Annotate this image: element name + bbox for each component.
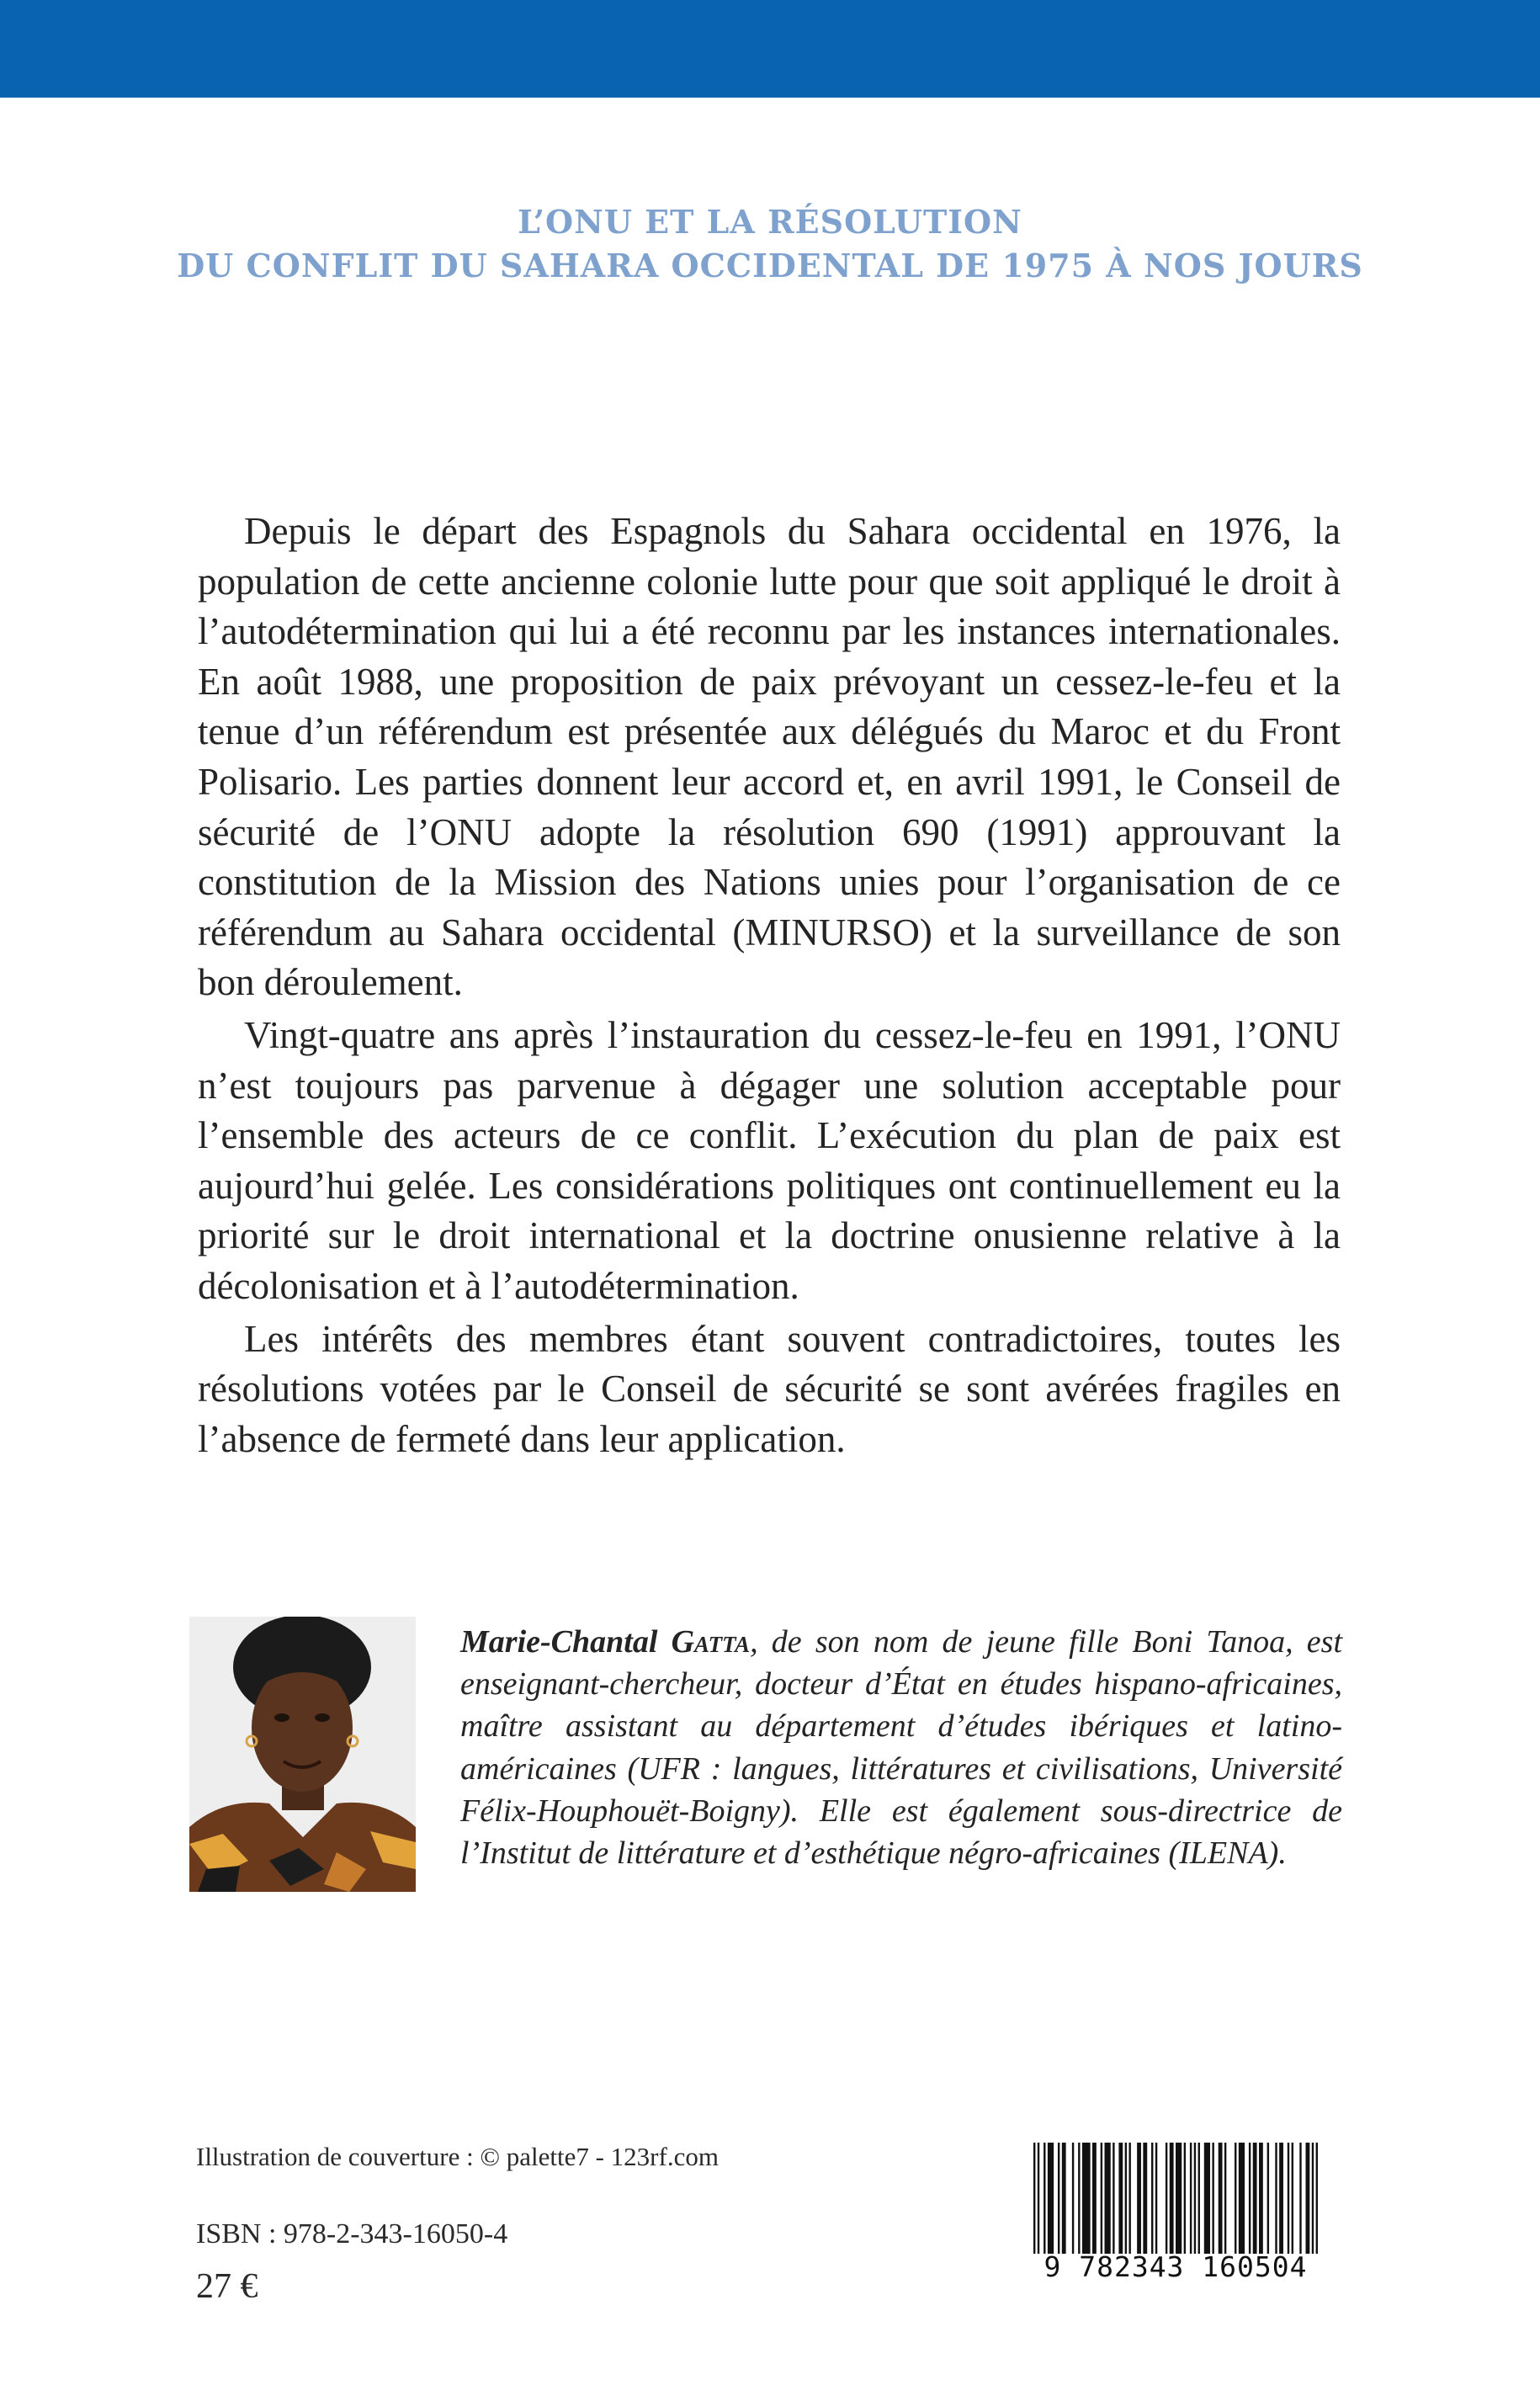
barcode-bar <box>1239 2143 1245 2254</box>
barcode-bar <box>1204 2143 1210 2254</box>
barcode-bar <box>1176 2143 1182 2254</box>
summary-paragraph: Vingt-quatre ans après l’instauration du cessez-le-feu en 1991, l’ONU n’est toujours pas parvenue à dégager une solution acceptable pour l’ensemble des acteurs de ce conflit. L’exécution du plan de paix est aujourd’hui gelée. Les considérations politiques ont continuellement eu la priorité sur le droit international et la doctrine onusienne relative à la décolonisation et à l’autodétermination. <box>198 1013 1341 1307</box>
cover-illustration-credit: Illustration de couverture : © palette7 - 123rf.com <box>196 2142 719 2171</box>
title-line-2: DU CONFLIT DU SAHARA OCCIDENTAL DE 1975 À NOS JOURS <box>177 247 1363 284</box>
barcode-bar <box>1184 2143 1186 2254</box>
barcode-bar <box>1125 2143 1127 2254</box>
barcode-bar <box>1137 2143 1141 2254</box>
barcode-bar <box>1212 2143 1213 2254</box>
author-first-name: Marie-Chantal <box>460 1624 658 1660</box>
barcode-bar <box>1235 2143 1236 2254</box>
barcode-bar <box>1033 2143 1035 2254</box>
barcode-bar <box>1118 2143 1123 2254</box>
barcode-bar <box>1299 2143 1301 2254</box>
author-photo <box>189 1617 416 1892</box>
author-bio-text: , de son nom de jeune fille Boni Tanoa, est enseignant-chercheur, docteur d’État en études hispano-africaines, maître assistant au département d’études ibériques et latino-américaines (UFR : langues, littératures et civilisations, Université Félix-Houphouët-Boigny). Elle est également sous-directrice de l’Institut de littérature et d’esthétique négro-africaines (ILENA). <box>460 1624 1342 1872</box>
barcode-bar <box>1219 2143 1223 2254</box>
price-text: 27 € <box>196 2267 258 2306</box>
barcode-bar <box>1105 2143 1111 2254</box>
barcode-bar <box>1082 2143 1091 2254</box>
barcode-bar <box>1312 2143 1314 2254</box>
barcode-bar <box>1113 2143 1114 2254</box>
isbn-barcode <box>1033 2143 1318 2283</box>
barcode-bar <box>1058 2143 1059 2254</box>
barcode-digits: 9 782343 160504 <box>1043 2250 1308 2283</box>
back-cover-summary <box>198 507 1341 1464</box>
barcode-bars <box>1033 2143 1318 2254</box>
barcode-bar <box>1267 2143 1269 2254</box>
barcode-bar <box>1306 2143 1310 2254</box>
barcode-bar <box>1101 2143 1102 2254</box>
barcode-bar <box>1224 2143 1226 2254</box>
barcode-bar <box>1279 2143 1283 2254</box>
author-bio <box>460 1621 1342 1874</box>
isbn-text: ISBN : 978-2-343-16050-4 <box>196 2218 508 2250</box>
barcode-bar <box>1043 2143 1045 2254</box>
barcode-bar <box>1190 2143 1192 2254</box>
barcode-bar <box>1166 2143 1167 2254</box>
book-title <box>0 200 1540 288</box>
barcode-bar <box>1170 2143 1174 2254</box>
barcode-bar <box>1143 2143 1147 2254</box>
barcode-bar <box>1198 2143 1200 2254</box>
author-last-name: Gatta <box>671 1624 751 1660</box>
summary-paragraph: Les intérêts des membres étant souvent contradictoires, toutes les résolutions votées par le Conseil de sécurité se sont avérées fragiles en l’absence de fermeté dans leur application. <box>198 1317 1341 1460</box>
top-color-band <box>0 0 1540 98</box>
barcode-bar <box>1194 2143 1196 2254</box>
barcode-bar <box>1316 2143 1318 2254</box>
barcode-bar <box>1072 2143 1074 2254</box>
barcode-bar <box>1078 2143 1080 2254</box>
barcode-bar <box>1128 2143 1130 2254</box>
barcode-bar <box>1253 2143 1257 2254</box>
title-line-1: L’ONU ET LA RÉSOLUTION <box>518 203 1022 241</box>
barcode-bar <box>1092 2143 1097 2254</box>
barcode-bar <box>1062 2143 1066 2254</box>
barcode-bar <box>1259 2143 1263 2254</box>
barcode-bar <box>1038 2143 1039 2254</box>
barcode-bar <box>1249 2143 1251 2254</box>
barcode-bar <box>1275 2143 1277 2254</box>
summary-paragraph: Depuis le départ des Espagnols du Sahara occidental en 1976, la population de cette ancienne colonie lutte pour que soit appliqué le droit à l’autodétermination qui lui a été reconnu par les instances internationales. En août 1988, une proposition de paix prévoyant un cessez-le-feu et la tenue d’un référendum est présentée aux délégués du Maroc et du Front Polisario. Les parties donnent leur accord et, en avril 1991, le Conseil de sécurité de l’ONU adopte la résolution 690 (1991) approuvant la constitution de la Mission des Nations unies pour l’organisation de ce référendum au Sahara occidental (MINURSO) et la surveillance de son bon déroulement. <box>198 510 1341 1004</box>
barcode-bar <box>1292 2143 1293 2254</box>
barcode-bar <box>1155 2143 1157 2254</box>
barcode-bar <box>1288 2143 1289 2254</box>
barcode-bar <box>1048 2143 1054 2254</box>
barcode-bar <box>1151 2143 1153 2254</box>
author-portrait-illustration <box>189 1617 416 1892</box>
